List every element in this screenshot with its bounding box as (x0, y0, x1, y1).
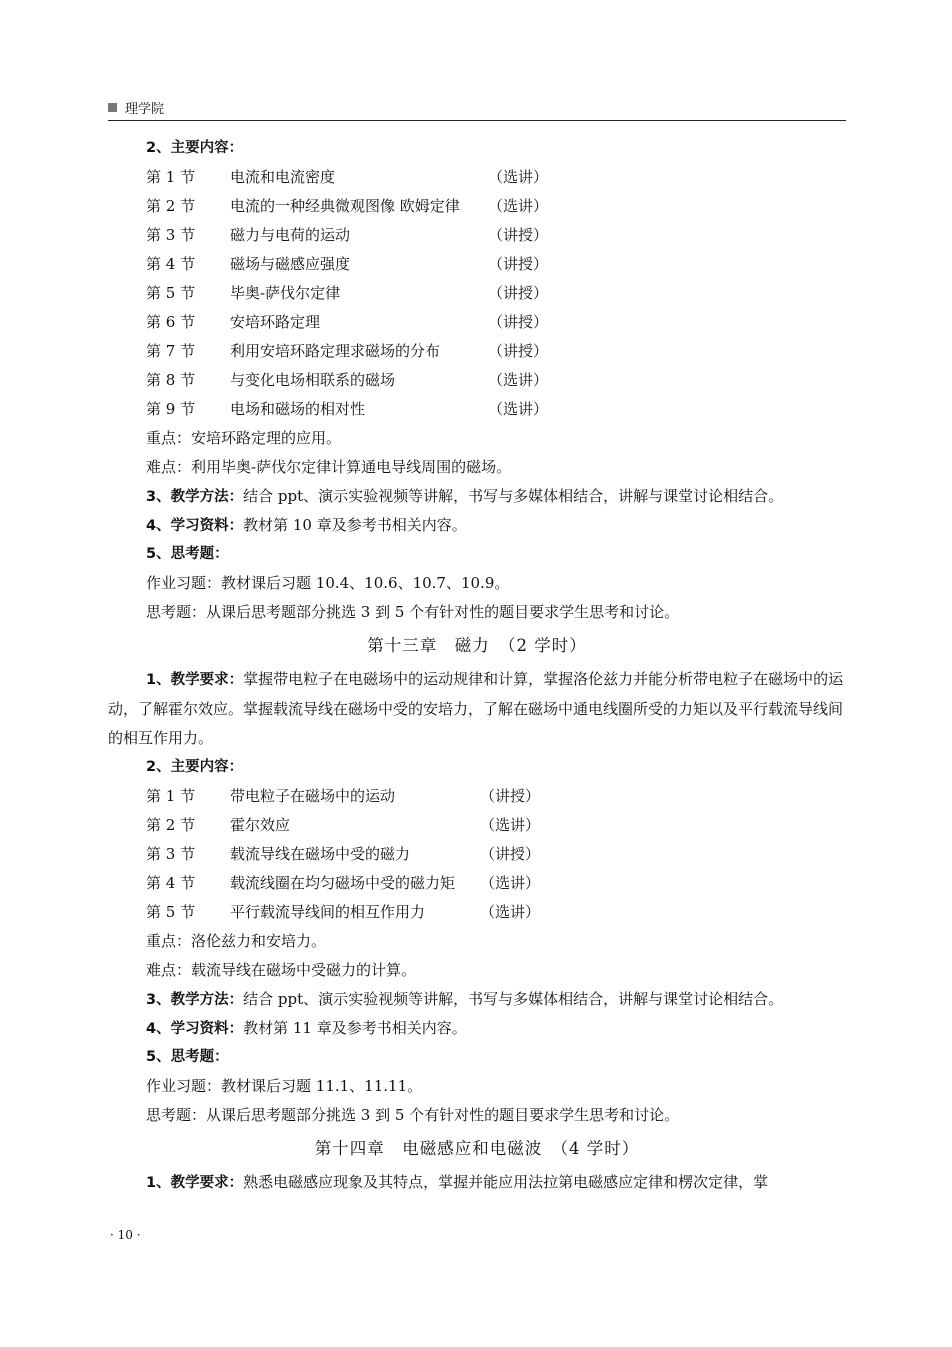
section-mode: （选讲） (480, 816, 541, 834)
section-number: 第 4 节 (146, 255, 196, 273)
section-title: 电流和电流密度 (230, 168, 336, 186)
ch13-difficulty: 难点：载流导线在磁场中受磁力的计算。 (146, 961, 417, 979)
ch13-focus: 重点：洛伦兹力和安培力。 (146, 932, 327, 950)
section-mode: （选讲） (488, 197, 549, 215)
page-content (108, 134, 846, 1197)
ch14-requirements (108, 1168, 846, 1197)
ch13-method-text: 结合 ppt、演示实验视频等讲解，书写与多媒体相结合，讲解与课堂讨论相结合。 (243, 990, 784, 1008)
ch12-material (108, 511, 846, 540)
ch13-material-text: 教材第 11 章及参考书相关内容。 (243, 1019, 467, 1037)
section-number: 第 3 节 (146, 226, 196, 244)
ch13-section-row (108, 869, 846, 898)
ch12-focus: 重点：安培环路定理的应用。 (146, 429, 342, 447)
section-number: 第 5 节 (146, 284, 196, 302)
section-title: 霍尔效应 (230, 816, 291, 834)
section-number: 第 1 节 (146, 168, 196, 186)
section-mode: （讲授） (488, 284, 549, 302)
section-title: 带电粒子在磁场中的运动 (230, 787, 396, 805)
ch12-section-row (108, 221, 846, 250)
section-title: 平行载流导线间的相互作用力 (230, 903, 426, 921)
section-title: 安培环路定理 (230, 313, 321, 331)
section-number: 第 6 节 (146, 313, 196, 331)
section-mode: （选讲） (480, 903, 541, 921)
ch14-req-text: 熟悉电磁感应现象及其特点，掌握并能应用法拉第电磁感应定律和楞次定律，掌 (243, 1173, 769, 1191)
ch14-title: 第十四章 电磁感应和电磁波 （4 学时） (314, 1139, 640, 1158)
section-title: 载流导线在磁场中受的磁力 (230, 845, 411, 863)
ch12-main-label: 2、主要内容： (146, 140, 244, 156)
ch13-req-text: 掌握带电粒子在电磁场中的运动规律和计算，掌握洛伦兹力并能分析带电粒子在磁场中的运动，了解霍尔效应。掌握载流导线在磁场中受的安培力，了解在磁场中通电线圈所受的力矩以及平行载流导线间的相互作用力。 (108, 670, 844, 747)
section-title: 电流的一种经典微观图像 欧姆定律 (230, 197, 460, 215)
section-title: 与变化电场相联系的磁场 (230, 371, 396, 389)
page-header (108, 98, 846, 121)
ch13-material-label: 4、学习资料： (146, 1021, 244, 1037)
section-mode: （讲授） (488, 342, 549, 360)
ch12-difficulty: 难点：利用毕奥-萨伐尔定律计算通电导线周围的磁场。 (146, 458, 512, 476)
ch13-questions-label: 5、思考题： (146, 1049, 229, 1065)
section-title: 利用安培环路定理求磁场的分布 (230, 342, 441, 360)
section-number: 第 1 节 (146, 787, 196, 805)
ch13-section-list (108, 782, 846, 927)
section-number: 第 3 节 (146, 845, 196, 863)
ch12-homework: 作业习题：教材课后习题 10.4、10.6、10.7、10.9。 (146, 574, 510, 592)
ch12-section-row (108, 337, 846, 366)
ch12-section-row (108, 192, 846, 221)
section-title: 毕奥-萨伐尔定律 (230, 284, 341, 302)
section-number: 第 4 节 (146, 874, 196, 892)
ch13-section-row (108, 898, 846, 927)
section-mode: （选讲） (488, 371, 549, 389)
ch13-req-label: 1、教学要求： (146, 672, 244, 688)
ch12-method-label: 3、教学方法： (146, 489, 244, 505)
ch12-section-row (108, 279, 846, 308)
section-number: 第 5 节 (146, 903, 196, 921)
section-number: 第 8 节 (146, 371, 196, 389)
section-number: 第 9 节 (146, 400, 196, 418)
header-square-icon (108, 103, 117, 112)
ch13-homework: 作业习题：教材课后习题 11.1、11.11。 (146, 1077, 423, 1095)
ch13-thinking: 思考题：从课后思考题部分挑选 3 到 5 个有针对性的题目要求学生思考和讨论。 (146, 1106, 680, 1124)
ch13-main-label: 2、主要内容： (146, 759, 244, 775)
section-title: 电场和磁场的相对性 (230, 400, 366, 418)
section-mode: （讲授） (488, 313, 549, 331)
ch12-section-row (108, 395, 846, 424)
ch12-material-label: 4、学习资料： (146, 518, 244, 534)
ch14-req-label: 1、教学要求： (146, 1175, 244, 1191)
page-number: · 10 · (110, 1228, 141, 1242)
ch12-section-row (108, 308, 846, 337)
section-mode: （讲授） (488, 255, 549, 273)
ch12-section-list (108, 163, 846, 424)
header-title: 理学院 (125, 102, 165, 117)
ch13-requirements (108, 665, 846, 753)
ch13-section-row (108, 840, 846, 869)
ch12-section-row (108, 163, 846, 192)
ch12-method-text: 结合 ppt、演示实验视频等讲解，书写与多媒体相结合，讲解与课堂讨论相结合。 (243, 487, 784, 505)
ch12-section-row (108, 250, 846, 279)
ch13-material (108, 1014, 846, 1043)
ch12-questions-label: 5、思考题： (146, 546, 229, 562)
ch12-thinking: 思考题：从课后思考题部分挑选 3 到 5 个有针对性的题目要求学生思考和讨论。 (146, 603, 680, 621)
section-mode: （讲授） (480, 845, 541, 863)
ch12-method (108, 482, 846, 511)
ch13-title: 第十三章 磁力 （2 学时） (367, 636, 587, 655)
section-title: 磁场与磁感应强度 (230, 255, 351, 273)
section-mode: （选讲） (488, 400, 549, 418)
ch13-section-row (108, 782, 846, 811)
section-mode: （讲授） (488, 226, 549, 244)
ch13-method-label: 3、教学方法： (146, 992, 244, 1008)
section-mode: （选讲） (488, 168, 549, 186)
ch13-method (108, 985, 846, 1014)
ch13-section-row (108, 811, 846, 840)
section-title: 磁力与电荷的运动 (230, 226, 351, 244)
ch12-section-row (108, 366, 846, 395)
section-mode: （选讲） (480, 874, 541, 892)
section-title: 载流线圈在均匀磁场中受的磁力矩 (230, 874, 456, 892)
ch12-material-text: 教材第 10 章及参考书相关内容。 (243, 516, 467, 534)
section-number: 第 2 节 (146, 816, 196, 834)
section-mode: （讲授） (480, 787, 541, 805)
section-number: 第 7 节 (146, 342, 196, 360)
section-number: 第 2 节 (146, 197, 196, 215)
